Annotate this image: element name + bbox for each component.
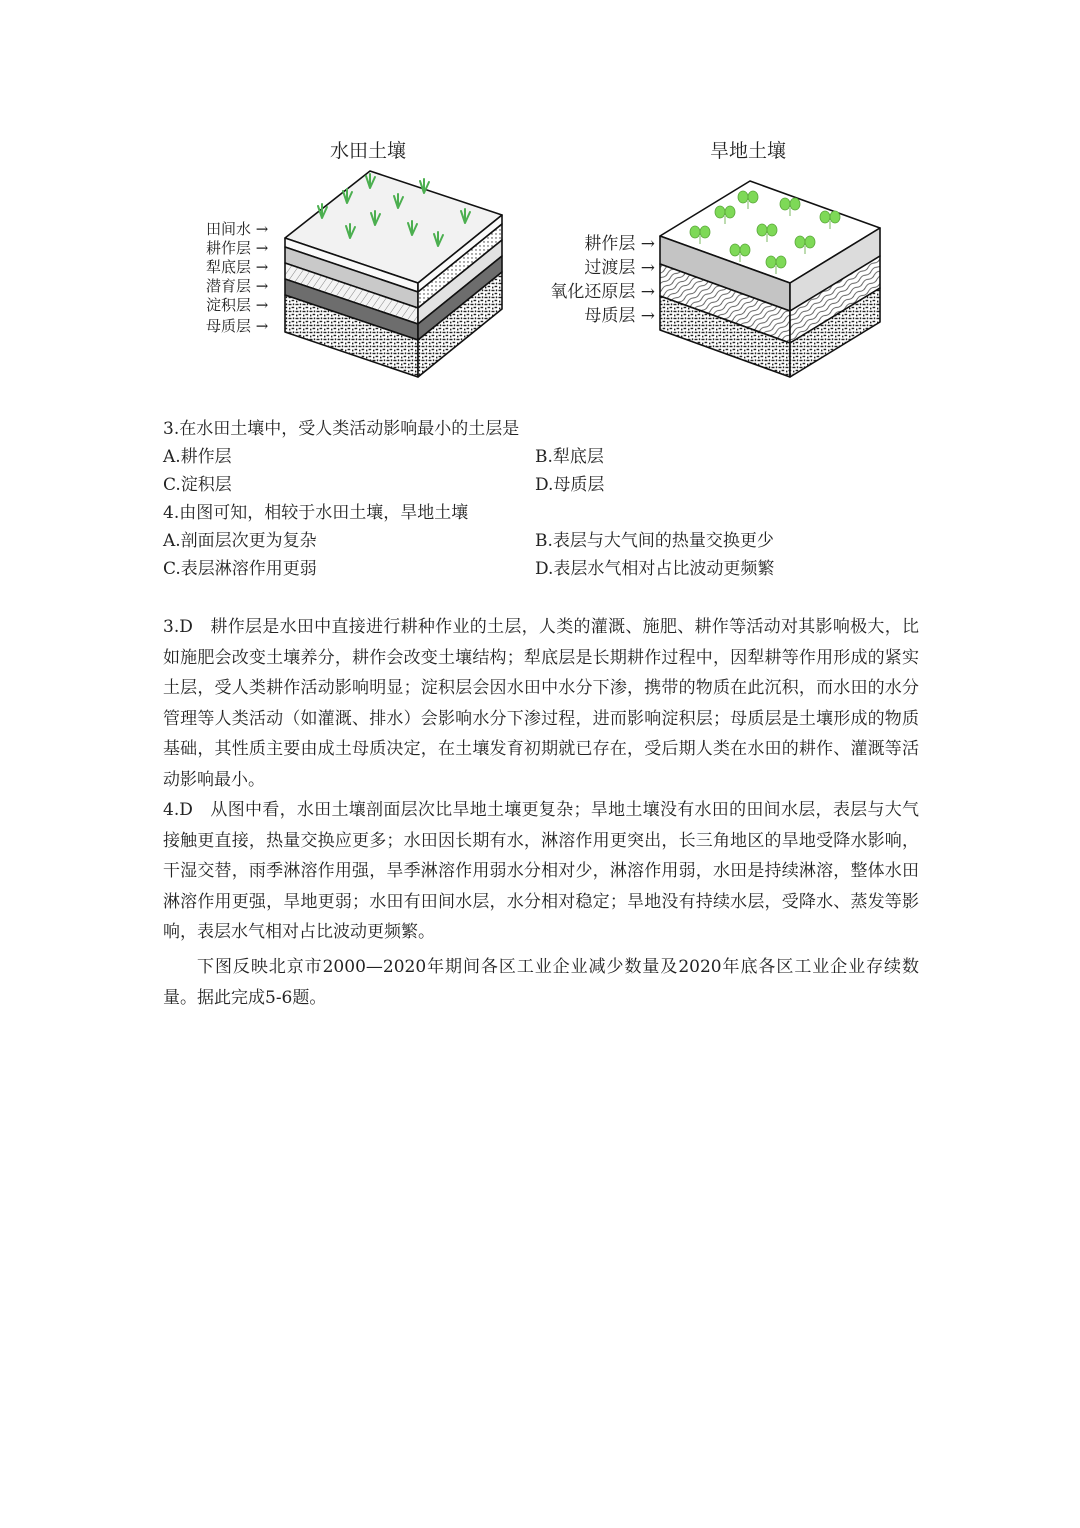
question-3-option-c: C.淀积层 bbox=[163, 475, 232, 495]
answer-3: 3.D 耕作层是水田中直接进行耕种作业的土层，人类的灌溉、施肥、耕作等活动对其影响极大，比如施肥会改变土壤养分，耕作会改变土壤结构；犁底层是长期耕作过程中，因犁耕等作用形成的紧实土层，受人类耕作活动影响明显；淀积层会因水田中水分下渗，携带的物质在此沉积，而水田的水分管理等人类活动（如灌溉、排水）会影响水分下渗过程，进而影响淀积层；母质层是土壤形成的物质基础，其性质主要由成土母质决定，在土壤发育初期就已存在，受后期人类在水田的耕作、灌溉等活动影响最小。 bbox=[163, 617, 919, 790]
paddy-layer-label-4: 潜育层 → bbox=[206, 277, 269, 295]
question-4-option-c: C.表层淋溶作用更弱 bbox=[163, 559, 317, 579]
question-4-option-a: A.剖面层次更为复杂 bbox=[163, 531, 317, 551]
paddy-layer-label-6: 母质层 → bbox=[206, 317, 269, 335]
upland-soil-title: 旱地土壤 bbox=[710, 140, 787, 162]
paddy-layer-label-2: 耕作层 → bbox=[206, 239, 269, 257]
question-3-option-b: B.犁底层 bbox=[535, 447, 604, 467]
paddy-layer-label-1: 田间水 → bbox=[206, 220, 269, 238]
soil-blocks-svg bbox=[190, 128, 890, 388]
question-3-stem: 3.在水田土壤中，受人类活动影响最小的土层是 bbox=[163, 419, 520, 439]
question-4-option-d: D.表层水气相对占比波动更频繁 bbox=[535, 559, 775, 579]
next-questions-intro: 下图反映北京市2000—2020年期间各区工业企业减少数量及2020年底各区工业企业存续数量。据此完成5-6题。 bbox=[163, 957, 919, 1008]
question-4-stem: 4.由图可知，相较于水田土壤，旱地土壤 bbox=[163, 503, 469, 523]
paddy-layer-label-3: 犁底层 → bbox=[206, 258, 269, 276]
upland-layer-label-4: 母质层 → bbox=[584, 306, 655, 326]
soil-profile-figure bbox=[190, 128, 890, 388]
upland-soil-block bbox=[660, 181, 880, 377]
upland-layer-label-3: 氧化还原层 → bbox=[550, 282, 655, 302]
upland-layer-label-1: 耕作层 → bbox=[584, 234, 655, 254]
question-3-option-a: A.耕作层 bbox=[163, 447, 232, 467]
answer-4: 4.D 从图中看，水田土壤剖面层次比旱地土壤更复杂；旱地土壤没有水田的田间水层，表层与大气接触更直接，热量交换应更多；水田因长期有水，淋溶作用更突出，长三角地区的旱地受降水影响，干湿交替，雨季淋溶作用强，旱季淋溶作用弱水分相对少，淋溶作用弱，水田是持续淋溶，整体水田淋溶作用更强，旱地更弱；水田有田间水层，水分相对稳定；旱地没有持续水层，受降水、蒸发等影响，表层水气相对占比波动更频繁。 bbox=[163, 800, 919, 942]
question-4-option-b: B.表层与大气间的热量交换更少 bbox=[535, 531, 774, 551]
paddy-soil-block bbox=[285, 171, 502, 377]
paddy-soil-title: 水田土壤 bbox=[330, 140, 407, 162]
question-3-option-d: D.母质层 bbox=[535, 475, 605, 495]
upland-layer-label-2: 过渡层 → bbox=[584, 258, 655, 278]
answer-explanations bbox=[163, 612, 919, 948]
paddy-layer-label-5: 淀积层 → bbox=[206, 296, 269, 314]
